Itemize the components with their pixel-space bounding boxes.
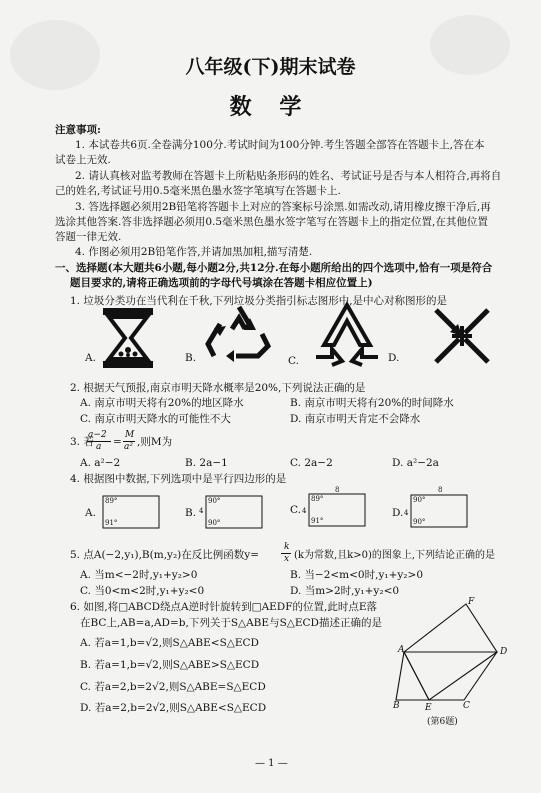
- notes-line: 试卷上无效.: [55, 154, 111, 166]
- q4-option-a: A.: [85, 507, 96, 519]
- q5-option-a: A. 当m<−2时,y₁+y₂>0: [80, 569, 198, 581]
- q4-option-b: B.: [185, 507, 197, 519]
- hourglass-symbol: [103, 308, 163, 368]
- top-length-label: 8: [438, 486, 443, 494]
- angle-label: 90°: [208, 497, 221, 505]
- point-label-f: F: [468, 597, 475, 607]
- q6-option-b: B. 若a=1,b=√2,则S△ABE>S△ECD: [80, 659, 260, 671]
- angle-label: 90°: [208, 519, 221, 527]
- q6-option-c: C. 若a=2,b=2√2,则S△ABE=S△ECD: [80, 681, 266, 693]
- q2-option-b: B. 南京市明天将有20%的时间降水: [290, 397, 454, 409]
- q5-stem-cont: (k为常数,且k>0)的图象上,下列结论正确的是: [294, 550, 496, 561]
- q3-option-c: C. 2a−2: [290, 457, 333, 469]
- q3-option-d: D. a²−2a: [392, 457, 439, 469]
- notes-line: 己的姓名,考试证号用0.5毫米黑色墨水签字笔填写在答题卡上.: [55, 185, 341, 197]
- angle-label: 91°: [105, 519, 118, 527]
- q1-stem: 1. 垃圾分类功在当代利在千秋,下列垃圾分类指引标志图形中,是中心对称图形的是: [70, 295, 448, 307]
- q3-option-b: B. 2a−1: [185, 457, 228, 469]
- page-number: — 1 —: [255, 758, 288, 769]
- point-label-a: A: [398, 645, 405, 655]
- notes-line: 选涂其他答案.答非选择题必须用0.5毫米黑色墨水签字笔写在答题卡上的指定位置,在其他位置: [55, 216, 488, 228]
- q3-suffix: ,则M为: [137, 436, 173, 448]
- notes-line: 1. 本试卷共6页.全卷满分100分.考试时间为100分钟.考生答题全部答在答题卡上,答在本: [75, 139, 485, 151]
- q5-option-d: D. 当m>2时,y₁+y₂<0: [290, 585, 400, 597]
- point-label-e: E: [425, 703, 432, 713]
- q5-stem: 5. 点A(−2,y₁),B(m,y₂)在反比例函数y=: [70, 549, 259, 561]
- q6-option-a: A. 若a=1,b=√2,则S△ABE<S△ECD: [80, 637, 259, 649]
- q5-fraction-numerator: k: [284, 542, 290, 552]
- point-label-d: D: [500, 647, 508, 657]
- q4-stem: 4. 根据图中数据,下列选项中是平行四边形的是: [70, 473, 287, 485]
- notes-line: 2. 请认真核对监考教师在答题卡上所粘贴条形码的姓名、考试证号是否与本人相符合,再将自: [75, 170, 502, 182]
- q5-option-b: B. 当−2<m<0时,y₁+y₂>0: [290, 569, 423, 581]
- angle-label: 89°: [105, 497, 118, 505]
- angle-label: 90°: [413, 518, 426, 526]
- q2-option-d: D. 南京市明天肯定不会降水: [290, 413, 421, 425]
- section-heading-cont: 题目要求的,请将正确选项前的字母代号填涂在答题卡相应位置上): [70, 277, 373, 289]
- q6-stem-cont: 在BC上,AB=a,AD=b,下列关于S△ABE与S△ECD描述正确的是: [80, 617, 382, 629]
- subject-title: 数 学: [229, 94, 312, 120]
- q1-option-b: B.: [185, 352, 197, 364]
- notes-line: 4. 作图必须用2B铅笔作答,并请加黑加粗,描写清楚.: [75, 246, 313, 258]
- side-length-label: 4: [199, 507, 204, 515]
- recycle-triangle-symbol: [312, 303, 382, 365]
- q1-option-d: D.: [388, 352, 400, 364]
- q5-fraction-denominator: x: [284, 554, 290, 564]
- exam-title: 八年级(下)期末试卷: [185, 56, 356, 78]
- q2-option-a: A. 南京市明天将有20%的地区降水: [80, 397, 244, 409]
- q3-equals: =: [113, 436, 122, 448]
- q6-option-d: D. 若a=2,b=2√2,则S△ABE<S△ECD: [80, 702, 267, 714]
- notes-line: 3. 答选择题必须用2B铅笔将答题卡上对应的答案标号涂黑.如需改动,请用橡皮擦干净后,再: [75, 201, 491, 213]
- q4-option-d: D.: [392, 507, 404, 519]
- side-length-label: 4: [302, 507, 307, 515]
- q3-fraction1-numerator: a−2: [88, 430, 107, 440]
- angle-label: 89°: [311, 495, 324, 503]
- top-length-label: 8: [335, 486, 340, 494]
- q2-option-c: C. 南京市明天降水的可能性不大: [80, 413, 231, 425]
- point-label-b: B: [393, 701, 400, 711]
- side-length-label: 4: [404, 509, 409, 517]
- q6-stem: 6. 如图,将□ABCD绕点A逆时针旋转到□AEDF的位置,此时点E落: [70, 601, 378, 613]
- q1-option-c: C.: [288, 355, 299, 367]
- q4-option-c: C.: [290, 504, 301, 516]
- q3-fraction1-denominator: a: [96, 442, 102, 452]
- arrows-symbol: [432, 306, 492, 366]
- angle-label: 91°: [311, 517, 324, 525]
- q5-option-c: C. 当0<m<2时,y₁+y₂<0: [80, 585, 205, 597]
- q3-option-a: A. a²−2: [80, 457, 121, 469]
- q3-fraction2-denominator: a²: [124, 442, 133, 452]
- angle-label: 90°: [413, 496, 426, 504]
- q3-prefix: 3. 若: [70, 436, 94, 448]
- notes-line: 答题一律无效.: [55, 231, 122, 243]
- q2-stem: 2. 根据天气预报,南京市明天降水概率是20%,下列说法正确的是: [70, 382, 366, 394]
- q1-option-a: A.: [85, 352, 96, 364]
- q3-fraction2-numerator: M: [125, 430, 135, 440]
- point-label-c: C: [463, 701, 470, 711]
- q6-figure: [392, 596, 512, 716]
- recycle-symbol: [204, 304, 274, 364]
- notes-heading: 注意事项:: [55, 124, 101, 136]
- section-heading: 一、选择题(本大题共6小题,每小题2分,共12分.在每小题所给出的四个选项中,恰有一项是符合: [55, 262, 493, 274]
- figure-caption: (第6题): [427, 717, 458, 727]
